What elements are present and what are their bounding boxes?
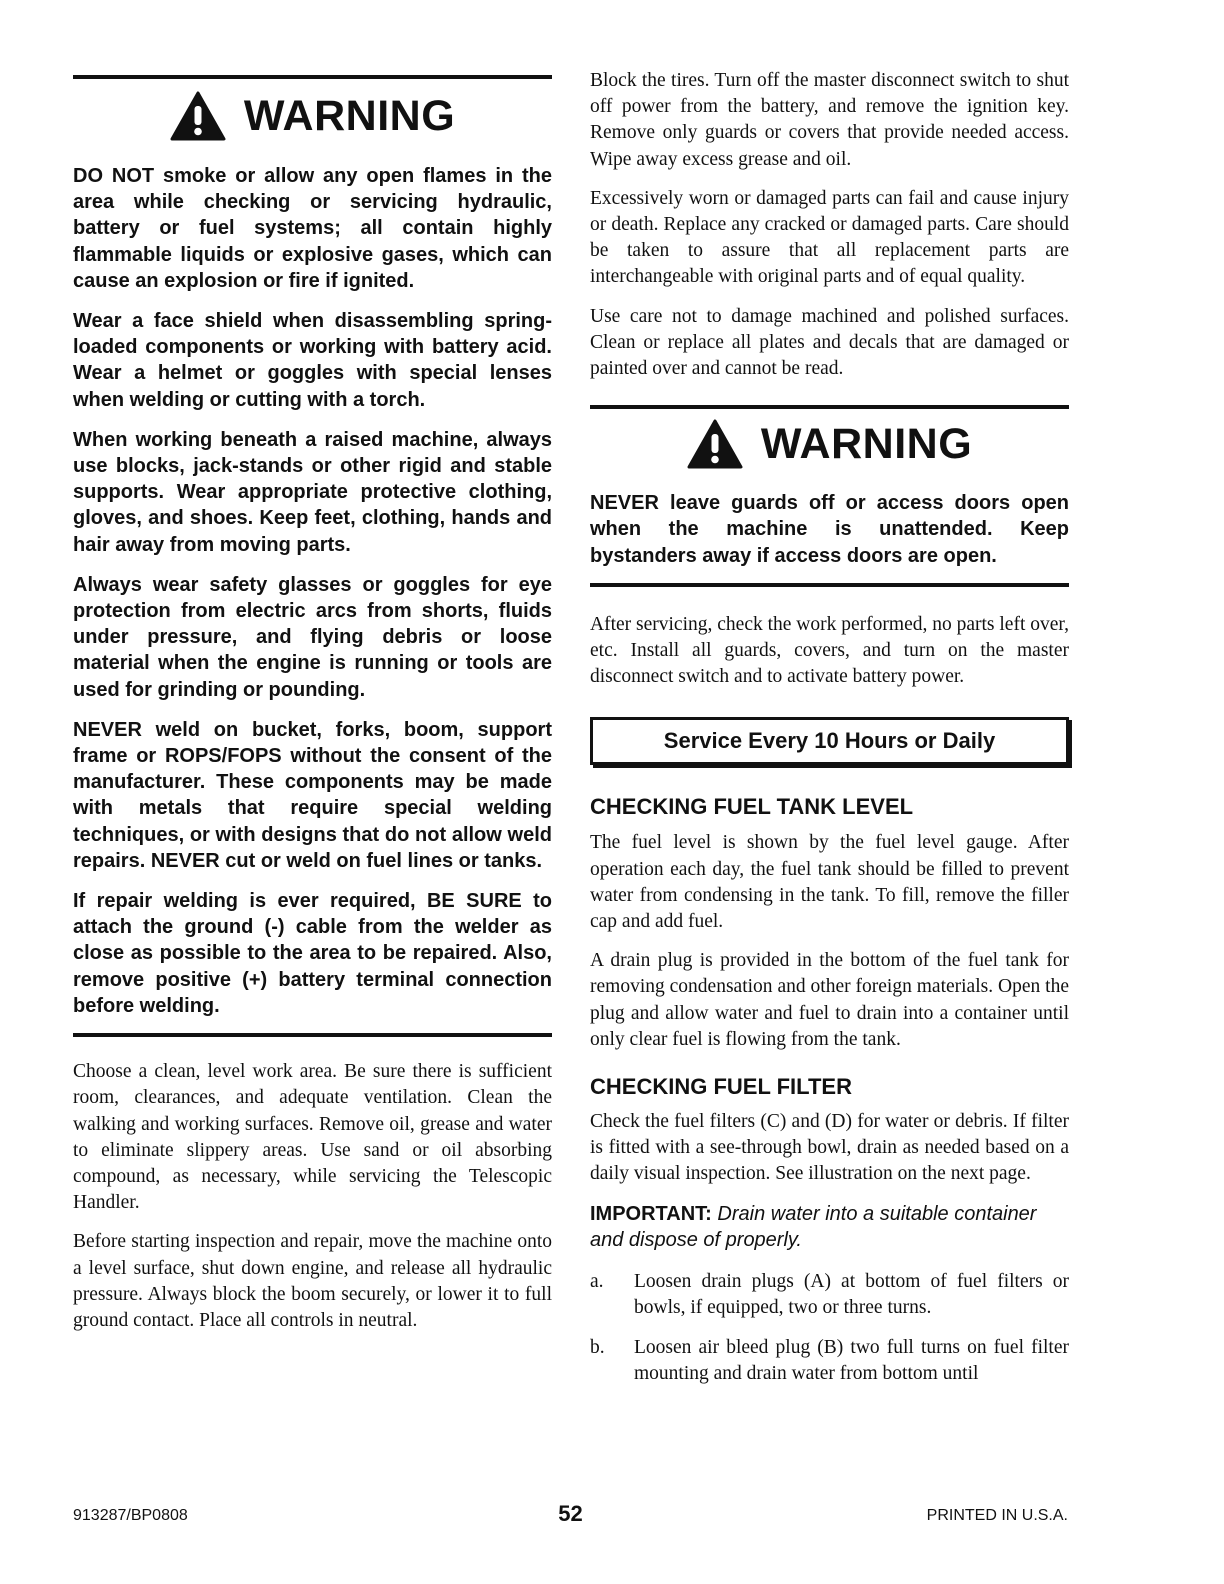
step-marker: a.	[590, 1271, 604, 1293]
step-text: Loosen air bleed plug (B) two full turns on fuel filter mounting and drain water from bottom until	[634, 1336, 1069, 1384]
left-column	[73, 0, 552, 1347]
warning-top-rule	[590, 405, 1069, 409]
warning-bottom-rule	[73, 1033, 552, 1037]
warning-bottom-rule	[590, 583, 1069, 587]
page-footer	[73, 1499, 1068, 1525]
body-paragraph: A drain plug is provided in the bottom of the fuel tank for removing condensation and other foreign materials. Open the plug and allow water and fuel to drain into a container until only clear fuel is flowing from the tank.	[590, 950, 1069, 1050]
body-paragraph: Block the tires. Turn off the master disconnect switch to shut off power from the battery, and remove the ignition key. Remove only guards or covers that provide needed access. Wipe away excess grease and oil.	[590, 70, 1069, 170]
body-paragraph: Choose a clean, level work area. Be sure there is sufficient room, clearances, and adequate ventilation. Clean the walking and working surfaces. Remove oil, grease and water to eliminate slippery areas. Use sand or oil absorbing compound, as necessary, while servicing the Telescopic Handler.	[73, 1061, 552, 1214]
important-label: IMPORTANT:	[590, 1202, 712, 1225]
section-heading-fuel-filter: CHECKING FUEL FILTER	[590, 1074, 852, 1100]
intro-text	[590, 68, 1069, 382]
warning-heading	[590, 411, 1069, 477]
printed-location: PRINTED IN U.S.A.	[926, 1507, 1068, 1524]
step-item	[590, 1269, 1069, 1321]
service-interval-box: Service Every 10 Hours or Daily	[590, 717, 1069, 765]
body-text	[73, 1059, 552, 1334]
important-note	[590, 1201, 1069, 1253]
body-paragraph: The fuel level is shown by the fuel level gauge. After operation each day, the fuel tank should be filled to prevent water from condensing in the tank. To fill, remove the filler cap and add fuel.	[590, 832, 1069, 933]
important-text: Drain water into a suitable container and dispose of properly.	[590, 1202, 1037, 1251]
warning-title: WARNING	[760, 419, 973, 468]
right-column	[590, 0, 1069, 1400]
fuel-filter-text	[590, 1109, 1069, 1188]
warning-body	[590, 490, 1069, 569]
warning-body	[73, 163, 552, 1019]
warning-paragraph: DO NOT smoke or allow any open flames in the area while checking or servicing hydraulic, battery or fuel systems; all contain highly flammable liquids or explosive gases, which can cause an explosion or fire if ignited.	[73, 165, 552, 292]
warning-heading	[73, 83, 552, 149]
warning-paragraph: If repair welding is ever required, BE SURE to attach the ground (-) cable from the welder as close as possible to the area to be repaired. Also, remove positive (+) battery terminal connection before welding.	[73, 890, 552, 1017]
fuel-tank-text	[590, 830, 1069, 1053]
warning-paragraph: NEVER weld on bucket, forks, boom, support frame or ROPS/FOPS without the consent of the manufacturer. These components may be made with metals that require special welding techniques, or with designs that do not allow weld repairs. NEVER cut or weld on fuel lines or tanks.	[73, 718, 552, 872]
page-number: 52	[558, 1501, 583, 1526]
warning-triangle-icon	[687, 419, 743, 469]
warning-paragraph: Wear a face shield when disassembling spring-loaded components or working with battery acid. Wear a helmet or goggles with special lenses when welding or cutting with a torch.	[73, 310, 552, 411]
warning-paragraph: When working beneath a raised machine, always use blocks, jack-stands or other rigid and stable supports. Wear appropriate protective clothing, gloves, and shoes. Keep feet, clothing, hands and hair away from moving parts.	[73, 428, 552, 556]
section-heading-fuel-tank: CHECKING FUEL TANK LEVEL	[590, 794, 914, 820]
body-paragraph: Check the fuel filters (C) and (D) for water or debris. If filter is fitted with a see-through bowl, drain as needed based on a daily visual inspection. See illustration on the next page.	[590, 1111, 1069, 1185]
warning-paragraph: Always wear safety glasses or goggles for eye protection from electric arcs from shorts, fluids under pressure, and flying debris or loose material when the engine is running or tools are used for grinding or pounding.	[73, 573, 552, 701]
warning-top-rule	[73, 75, 552, 79]
body-paragraph: Use care not to damage machined and polished surfaces. Clean or replace all plates and decals that are damaged or painted over and cannot be read.	[590, 305, 1069, 380]
warning-triangle-icon	[170, 91, 226, 141]
body-paragraph: After servicing, check the work performed, no parts left over, etc. Install all guards, covers, and turn on the master disconnect switch and to activate battery power.	[590, 613, 1069, 688]
step-text: Loosen drain plugs (A) at bottom of fuel filters or bowls, if equipped, two or three turns.	[634, 1271, 1069, 1319]
step-marker: b.	[590, 1336, 605, 1358]
body-paragraph: Before starting inspection and repair, move the machine onto a level surface, shut down engine, and release all hydraulic pressure. Always block the boom securely, or lower it to full ground contact. Place all controls in neutral.	[73, 1231, 552, 1331]
warning-paragraph: NEVER leave guards off or access doors open when the machine is unattended. Keep bystanders away if access doors are open.	[590, 492, 1069, 567]
body-paragraph: Excessively worn or damaged parts can fail and cause injury or death. Replace any cracked or damaged parts. Care should be taken to assure that all replacement parts are interchangeable with original parts and of equal quality.	[590, 187, 1069, 288]
document-number: 913287/BP0808	[73, 1507, 188, 1524]
step-item	[590, 1335, 1069, 1387]
warning-title: WARNING	[243, 91, 456, 140]
after-servicing-text	[590, 612, 1069, 691]
